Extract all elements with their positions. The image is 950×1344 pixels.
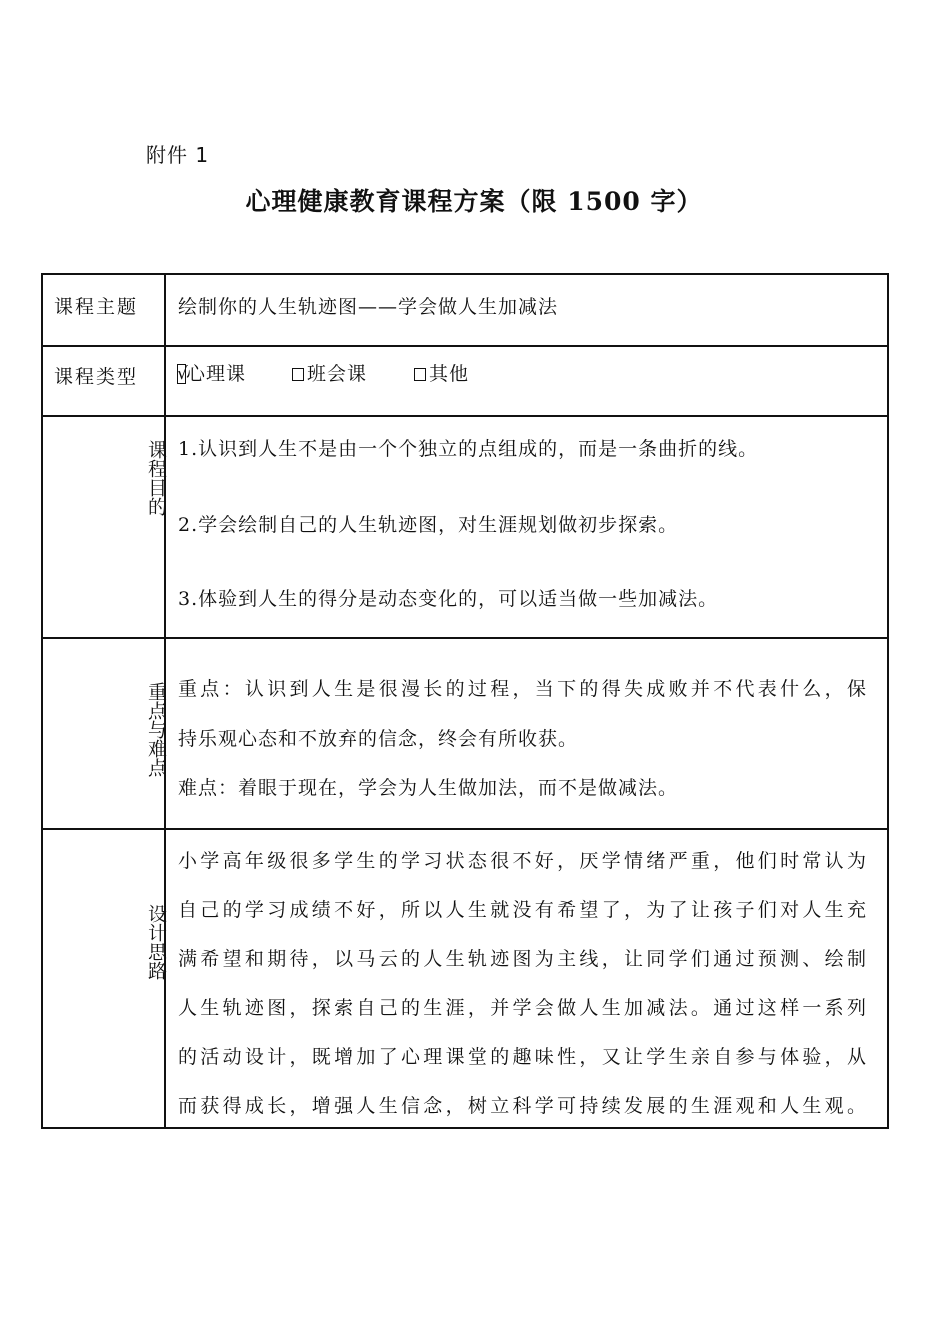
- course-theme-value: 绘制你的人生轨迹图——学会做人生加减法: [178, 296, 559, 318]
- difficulty-line: 难点：着眼于现在，学会为人生做加法，而不是做减法。: [178, 777, 679, 799]
- option-other-label: 其他: [429, 363, 470, 385]
- label-design-idea: 设计思路: [145, 904, 167, 980]
- label-cell-key-points: [43, 639, 166, 828]
- content-cell-purpose: [168, 417, 887, 637]
- key-point-line-2: 持乐观心态和不放弃的信念，终会有所收获。: [178, 728, 579, 750]
- option-other[interactable]: [414, 359, 469, 386]
- label-course-theme: 课程主题: [54, 296, 139, 318]
- design-line-2: 自己的学习成绩不好，所以人生就没有希望了，为了让孩子们对人生充: [178, 899, 866, 921]
- content-cell-theme: [168, 275, 887, 345]
- label-cell-purpose: [43, 417, 166, 637]
- label-cell-design: [43, 830, 166, 1127]
- attachment-label: 附件 1: [146, 143, 210, 167]
- option-psychology-label: 心理课: [186, 363, 247, 385]
- design-line-4: 人生轨迹图，探索自己的生涯，并学会做人生加减法。通过这样一系列: [178, 997, 866, 1019]
- row-design-idea: [41, 828, 889, 1129]
- checkbox-empty-icon: [292, 368, 304, 381]
- purpose-item-1: 1.认识到人生不是由一个个独立的点组成的，而是一条曲折的线。: [178, 438, 759, 460]
- purpose-item-2: 2.学会绘制自己的人生轨迹图，对生涯规划做初步探索。: [178, 514, 679, 536]
- design-line-5: 的活动设计，既增加了心理课堂的趣味性，又让学生亲自参与体验，从: [178, 1046, 866, 1068]
- row-course-theme: [41, 273, 889, 345]
- label-course-type: 课程类型: [54, 366, 139, 388]
- label-cell-theme: [43, 275, 166, 345]
- checkbox-empty-icon: [414, 368, 426, 381]
- content-cell-key-points: [168, 639, 887, 828]
- design-line-3: 满希望和期待，以马云的人生轨迹图为主线，让同学们通过预测、绘制: [178, 948, 866, 970]
- checkmark-icon: √: [177, 364, 189, 384]
- option-class-meeting[interactable]: [292, 359, 367, 386]
- design-line-1: 小学高年级很多学生的学习状态很不好，厌学情绪严重，他们时常认为: [178, 850, 866, 872]
- purpose-item-3: 3.体验到人生的得分是动态变化的，可以适当做一些加减法。: [178, 588, 719, 610]
- design-line-6: 而获得成长，增强人生信念，树立科学可持续发展的生涯观和人生观。: [178, 1095, 866, 1117]
- label-cell-type: [43, 347, 166, 415]
- key-point-line-1: 重点：认识到人生是很漫长的过程，当下的得失成败并不代表什么，保: [178, 678, 866, 700]
- row-course-type: [41, 345, 889, 415]
- option-psychology-class[interactable]: [177, 359, 246, 386]
- row-key-points: [41, 637, 889, 828]
- checkbox-checked-icon: [177, 364, 189, 384]
- label-course-purpose: 课程目的: [145, 440, 167, 516]
- document-title: [0, 182, 950, 218]
- label-key-points: 重点与难点: [145, 682, 167, 777]
- document-title-text: 心理健康教育课程方案（限 1500 字）: [245, 187, 703, 216]
- content-cell-type: [168, 347, 887, 415]
- row-course-purpose: [41, 415, 889, 637]
- content-cell-design: [168, 830, 887, 1127]
- option-class-meeting-label: 班会课: [307, 363, 368, 385]
